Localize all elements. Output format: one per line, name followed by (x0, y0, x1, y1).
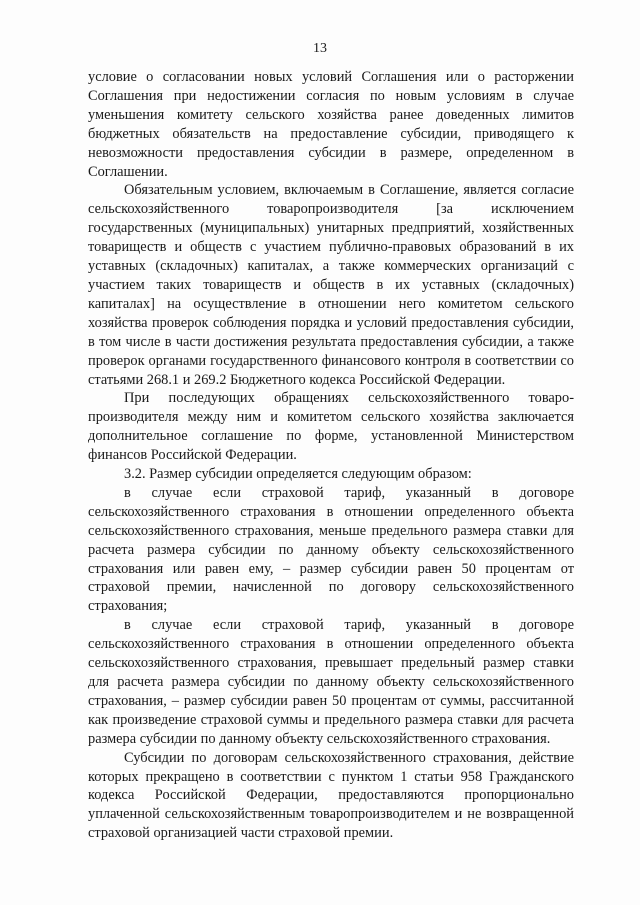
paragraph-subsidy-size-heading: 3.2. Размер субсидии определяется следующим образом: (124, 466, 472, 483)
paragraph-terminated-contracts: Субсидии по договорам сельскохозяйственного страхования, действие которых прекращено в соответствии с пунктом 1 статьи 958 Гражданского кодекса Российской Федерации, предоставляются пропорционально уплаченной сельскохозяйственным товаропроизводителем и не возвращенной страховой организацией части страховой премии. (88, 749, 574, 842)
paragraph-agreement-condition: условие о согласовании новых условий Соглашения или о расторжении Соглашения при недостижении согласия по новым условиям в случае уменьшения комитету сельского хозяйства ранее доведенных лимитов бюджетных обязательств на предоставление субсидии, приводящего к невозможности предоставления субсидии в размере, определенном в Соглашении. (88, 69, 574, 180)
paragraph-tariff-below-limit: в случае если страховой тариф, указанный в договоре сельскохозяйственного страхования в отношении определенного объекта сельскохозяйственного страхования, меньше предельного размера ставки для расчета размера субсидии по данному объекту сельскохозяйственного страхования или равен ему, – размер субсидии равен 50 процентам от страховой премии, начисленной по договору сельскохозяйственного страхования; (88, 484, 574, 615)
page-number: 13 (313, 41, 327, 56)
paragraph-mandatory-condition: Обязательным условием, включаемым в Соглашение, является согласие сельскохозяйственного товаропроизводителя [за исключением государственных (муниципальных) унитарных предприятий, хозяйственных товариществ и обществ с участием публично-правовых образований в их уставных (складочных) капиталах, а также коммерческих организаций с участием таких товариществ и обществ в их уставных (складочных) капиталах] на осуществление в отношении него комитетом сельского хозяйства проверок соблюдения порядка и условий предоставления субсидии, в том числе в части достижения результата предоставления субсидии, а также проверок органами государственного финансового контроля в соответствии со статьями 268.1 и 269.2 Бюджетного кодекса Российской Федерации. (88, 182, 574, 388)
paragraph-subsequent-requests: При последующих обращениях сельскохозяйственного товаропроизводителя между ним и комитетом сельского хозяйства заключается дополнительное соглашение по форме, установленной Министерством финансов Российской Федерации. (88, 390, 574, 464)
paragraph-tariff-above-limit: в случае если страховой тариф, указанный в договоре сельскохозяйственного страхования в отношении определенного объекта сельскохозяйственного страхования, превышает предельный размер ставки для расчета размера субсидии по данному объекту сельскохозяйственного страхования, – размер субсидии равен 50 процентам от суммы, рассчитанной как произведение страховой суммы и предельного размера ставки для расчета размера субсидии по данному объекту сельскохозяйственного страхования. (88, 617, 574, 747)
document-body (88, 68, 574, 843)
